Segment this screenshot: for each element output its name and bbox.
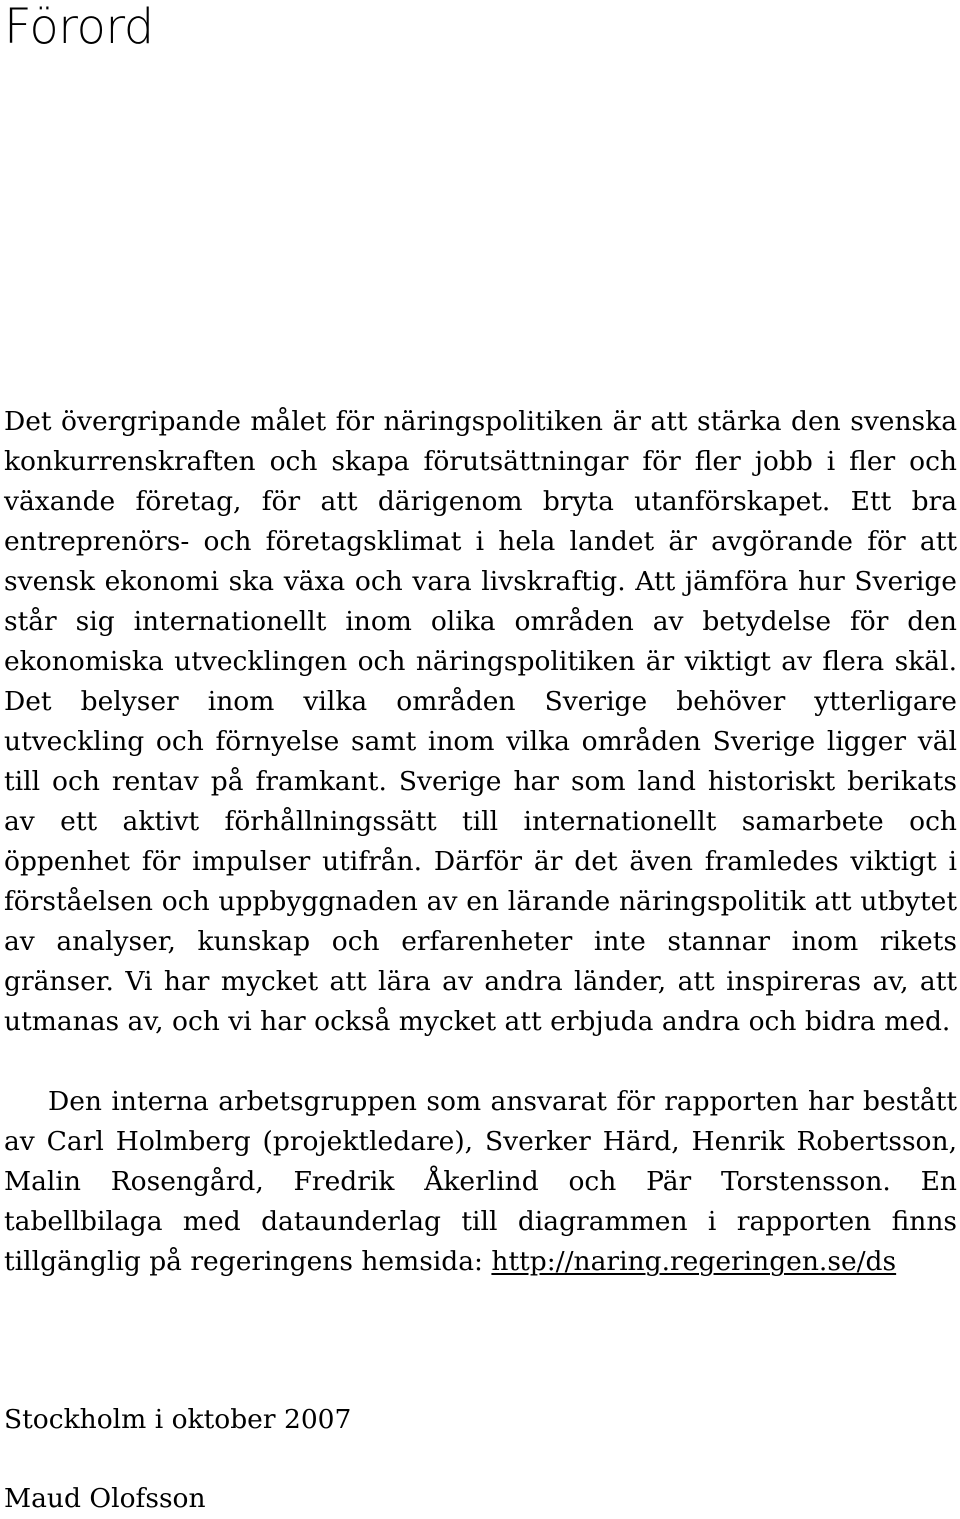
website-link[interactable]: http://naring.regeringen.se/ds — [491, 1246, 897, 1277]
paragraph-container — [4, 1082, 957, 1282]
page-title: Förord — [4, 0, 154, 55]
body-paragraph-2 — [4, 1082, 957, 1282]
paragraph-text: Den interna arbetsgruppen som ansvarat för rapporten har bestått av Carl Holmberg (projektledare), Sverker Härd, Henrik Robertsson, Malin Rosengård, Fredrik Åkerlind och Pär Torstensson. En tabellbilaga med dataunderlag till diagrammen i rapporten finns tillgänglig på regeringens hemsida: — [4, 1086, 957, 1277]
place-date: Stockholm i oktober 2007 — [4, 1404, 352, 1435]
paragraph-text: Det övergripande målet för näringspolitiken är att stärka den svenska konkurrenskraften och skapa förutsättningar för fler jobb i fler och växande företag, för att därigenom bryta utanförskapet. Ett bra entreprenörs- och företagsklimat i hela landet är avgörande för att svensk ekonomi ska växa och vara livskraftig. Att jämföra hur Sverige står sig internationellt inom olika områden av betydelse för den ekonomiska utvecklingen och näringspolitiken är viktigt av flera skäl. Det belyser inom vilka områden Sverige behöver ytterligare utveckling och förnyelse samt inom vilka områden Sverige ligger väl till och rentav på framkant. Sverige har som land historiskt berikats av ett aktivt förhållningssätt till internationellt samarbete och öppenhet för impulser utifrån. Därför är det även framledes viktigt i förståelsen och uppbyggnaden av en lärande näringspolitik att utbytet av analyser, kunskap och erfarenheter inte stannar inom rikets gränser. Vi har mycket att lära av andra länder, att inspireras av, att utmanas av, och vi har också mycket att erbjuda andra och bidra med. — [4, 406, 957, 1037]
signature-name: Maud Olofsson — [4, 1483, 206, 1514]
body-paragraph-1 — [4, 402, 957, 1042]
